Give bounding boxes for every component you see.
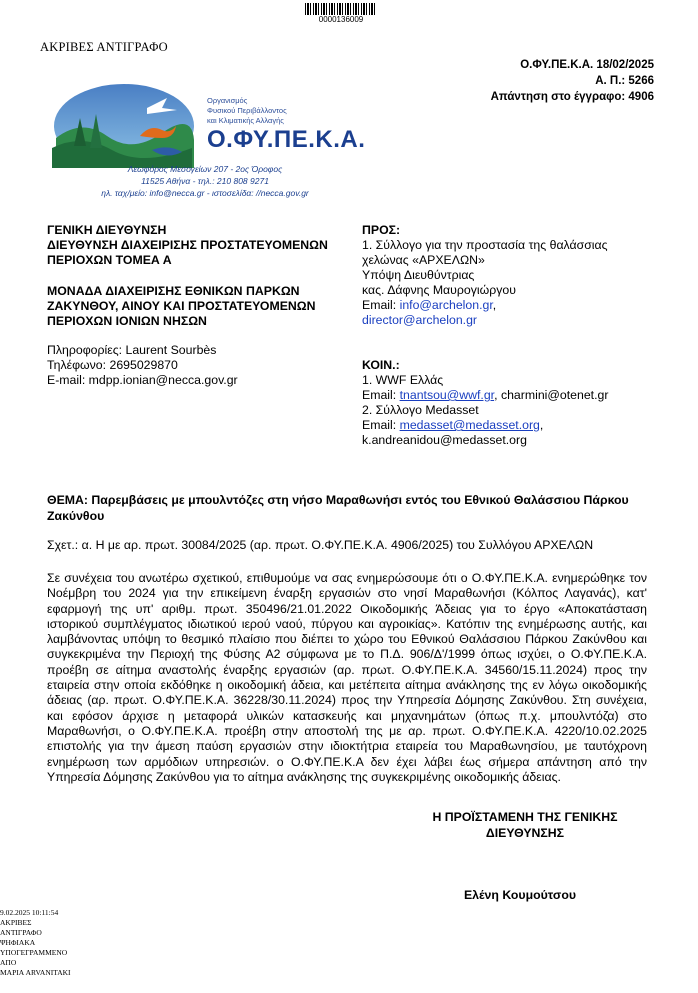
sender-phone: Τηλέφωνο: 2695029870 — [47, 358, 178, 372]
reference-date: Ο.ΦΥ.ΠΕ.Κ.Α. 18/02/2025 — [520, 59, 654, 71]
sender-unit: ΜΟΝΑΔΑ ΔΙΑΧΕΙΡΙΣΗΣ ΕΘΝΙΚΩΝ ΠΑΡΚΩΝ ΖΑΚΥΝΘΟΥ, ΑΙΝΟΥ ΚΑΙ ΠΡΟΣΤΑΤΕΥΟΜΕΝΩΝ ΠΕΡΙΟΧΩΝ ΙΟΝΙΩΝ ΝΗΣΩΝ — [47, 284, 316, 328]
reference-protocol: Α. Π.: 5266 — [595, 75, 654, 87]
copy-mark: ΑΚΡΙΒΕΣ ΑΝΤΙΓΡΑΦΟ — [40, 40, 168, 54]
recipient-director-email-link[interactable]: director@archelon.gr — [362, 313, 478, 327]
body-paragraph: Σε συνέχεια του ανωτέρω σχετικού, επιθυμούμε να σας ενημερώσουμε ότι ο Ο.ΦΥ.ΠΕ.Κ.Α. ενημερώθηκε τον Νοέμβρη του 2024 για την επικείμενη έναρξη εργασιών στο νησί Μαραθωνήσι (Κόλπος Λαγανάς), κατ' εφαρμογή της υπ' αριθμ. πρωτ. 350496/21.01.2022 Οικοδομικής Άδειας για το έργο «Αποκατάσταση ιστορικού συμπλέγματος ιδιωτικού ιερού ναού, πύργου και αγροικίας». Κατόπιν της ενημέρωσης αυτής, και λαμβάνοντας υπόψη το θεσμικό πλαίσιο που διέπει το χώρο του Εθνικού Θαλάσσιου Πάρκου Ζακύνθου και συγκεκριμένα την Περιοχή της Φύσης Α2 σύμφωνα με το Π.Δ. 906/Δ'/1999 όπως ισχύει, ο Ο.ΦΥ.ΠΕ.Κ.Α. προέβη σε αίτημα αναστολής έναρξης εργασιών (αρ. πρωτ. Ο.ΦΥ.ΠΕ.Κ.Α. 34560/15.11.2024) προς την εταιρεία στην οποία εκδόθηκε η οικοδομική άδεια, και μετέπειτα αίτημα ανάκλησης της εν λόγω οικοδομικής άδειας (αρ. πρωτ. Ο.ΦΥ.ΠΕ.Κ.Α. 36228/30.11.2024) προς την Υπηρεσία Δόμησης Ζακύνθου. Στη συνέχεια, και εφόσον άρχισε η μεταφορά υλικών κατασκευής και μηχανημάτων (όπως π.χ. μπουλντόζα) στο Μαραθωνήσι, ο Ο.ΦΥ.ΠΕ.Κ.Α. προέβη στην αποστολή της με αρ. πρωτ. Ο.ΦΥ.ΠΕ.Κ.Α. 4220/10.02.2025 επιστολής για την άμεση παύση εργασιών στην ιδιοκτήτρια εταιρεία του Μαραθωνησίου, με ταυτόχρονη ενημέρωση των αρμόδιων υπηρεσιών. ο Ο.ΦΥ.ΠΕ.Κ.Α δεν έχει λάβει έως σήμερα απάντηση από την Υπηρεσία Δόμησης Ζακύνθου για το αίτημα ανάκλησης της συγκεκριμένης οικοδομικής άδειας. — [47, 571, 647, 784]
necca-logo-icon — [52, 78, 352, 168]
org-name: Ο.ΦΥ.ΠΕ.Κ.Α. — [207, 126, 366, 153]
barcode-number: 0000136009 — [318, 15, 364, 24]
recipient-block: ΠΡΟΣ: 1. Σύλλογο για την προστασία της θαλάσσιας χελώνας «ΑΡΧΕΛΩΝ» Υπόψη Διευθύντριας κας. Δάφνης Μαυρογιώργου Email: info@archelon.gr, director@archelon.gr — [362, 223, 608, 327]
reference-reply: Απάντηση στο έγγραφο: 4906 — [490, 91, 654, 103]
to-label: ΠΡΟΣ: — [362, 223, 401, 237]
reference-block — [491, 57, 654, 105]
sender-email: E-mail: mdpp.ionian@necca.gov.gr — [47, 373, 238, 387]
subject-line: ΘΕΜΑ: Παρεμβάσεις με μπουλντόζες στη νήσο Μαραθωνήσι εντός του Εθνικού Θαλάσσιου Πάρκου Ζακύνθου — [47, 493, 629, 523]
digital-signature-stamp: 9.02.2025 10:11:54 ΑΚΡΙΒΕΣ ΑΝΤΙΓΡΑΦΟ ΨΗΦΙΑΚΑ ΥΠΟΓΕΓΡΑΜΜΕΝΟ ΑΠΟ ΜΑΡΙΑ ARVANITAKI — [0, 908, 71, 977]
sender-contact — [47, 343, 238, 388]
reference-line: Σχετ.: α. Η με αρ. πρωτ. 30084/2025 (αρ. πρωτ. Ο.ΦΥ.ΠΕ.Κ.Α. 4906/2025) του Συλλόγου ΑΡΧΕΛΩΝ — [47, 538, 594, 552]
signature-name: Ελένη Κουμούτσου — [463, 888, 577, 902]
sender-info: Πληροφορίες: Laurent Sourbès — [47, 343, 217, 357]
barcode-image — [305, 3, 377, 15]
org-subtitle: Οργανισμός Φυσικού Περιβάλλοντος και Κλιματικής Αλλαγής — [207, 96, 287, 125]
cc-medasset-email-link[interactable]: medasset@medasset.org — [399, 418, 540, 432]
org-address: Λεωφόρος Μεσογείων 207 - 2ος Όροφος 11525 Αθήνα - τηλ.: 210 808 9271 ηλ. ταχ/μείο: info@necca.gr - ιστοσελίδα: //necca.gov.gr — [101, 164, 309, 198]
cc-block: ΚΟΙΝ.: 1. WWF Ελλάς Email: tnantsou@wwf.gr, charmini@otenet.gr 2. Σύλλογο Medasset Email: medasset@medasset.org, k.andreanidou@medasset.org — [362, 358, 609, 447]
cc-wwf-email-link[interactable]: tnantsou@wwf.gr — [399, 388, 495, 402]
signature-title: Η ΠΡΟΪΣΤΑΜΕΝΗ ΤΗΣ ΓΕΝΙΚΗΣ ΔΙΕΥΘΥΝΣΗΣ — [432, 810, 618, 840]
cc-label: ΚΟΙΝ.: — [362, 358, 400, 372]
sender-directorate: ΓΕΝΙΚΗ ΔΙΕΥΘΥΝΣΗ ΔΙΕΥΘΥΝΣΗ ΔΙΑΧΕΙΡΙΣΗΣ ΠΡΟΣΤΑΤΕΥΟΜΕΝΩΝ ΠΕΡΙΟΧΩΝ ΤΟΜΕΑ Α — [47, 223, 328, 267]
recipient-email-link[interactable]: info@archelon.gr — [399, 298, 493, 312]
